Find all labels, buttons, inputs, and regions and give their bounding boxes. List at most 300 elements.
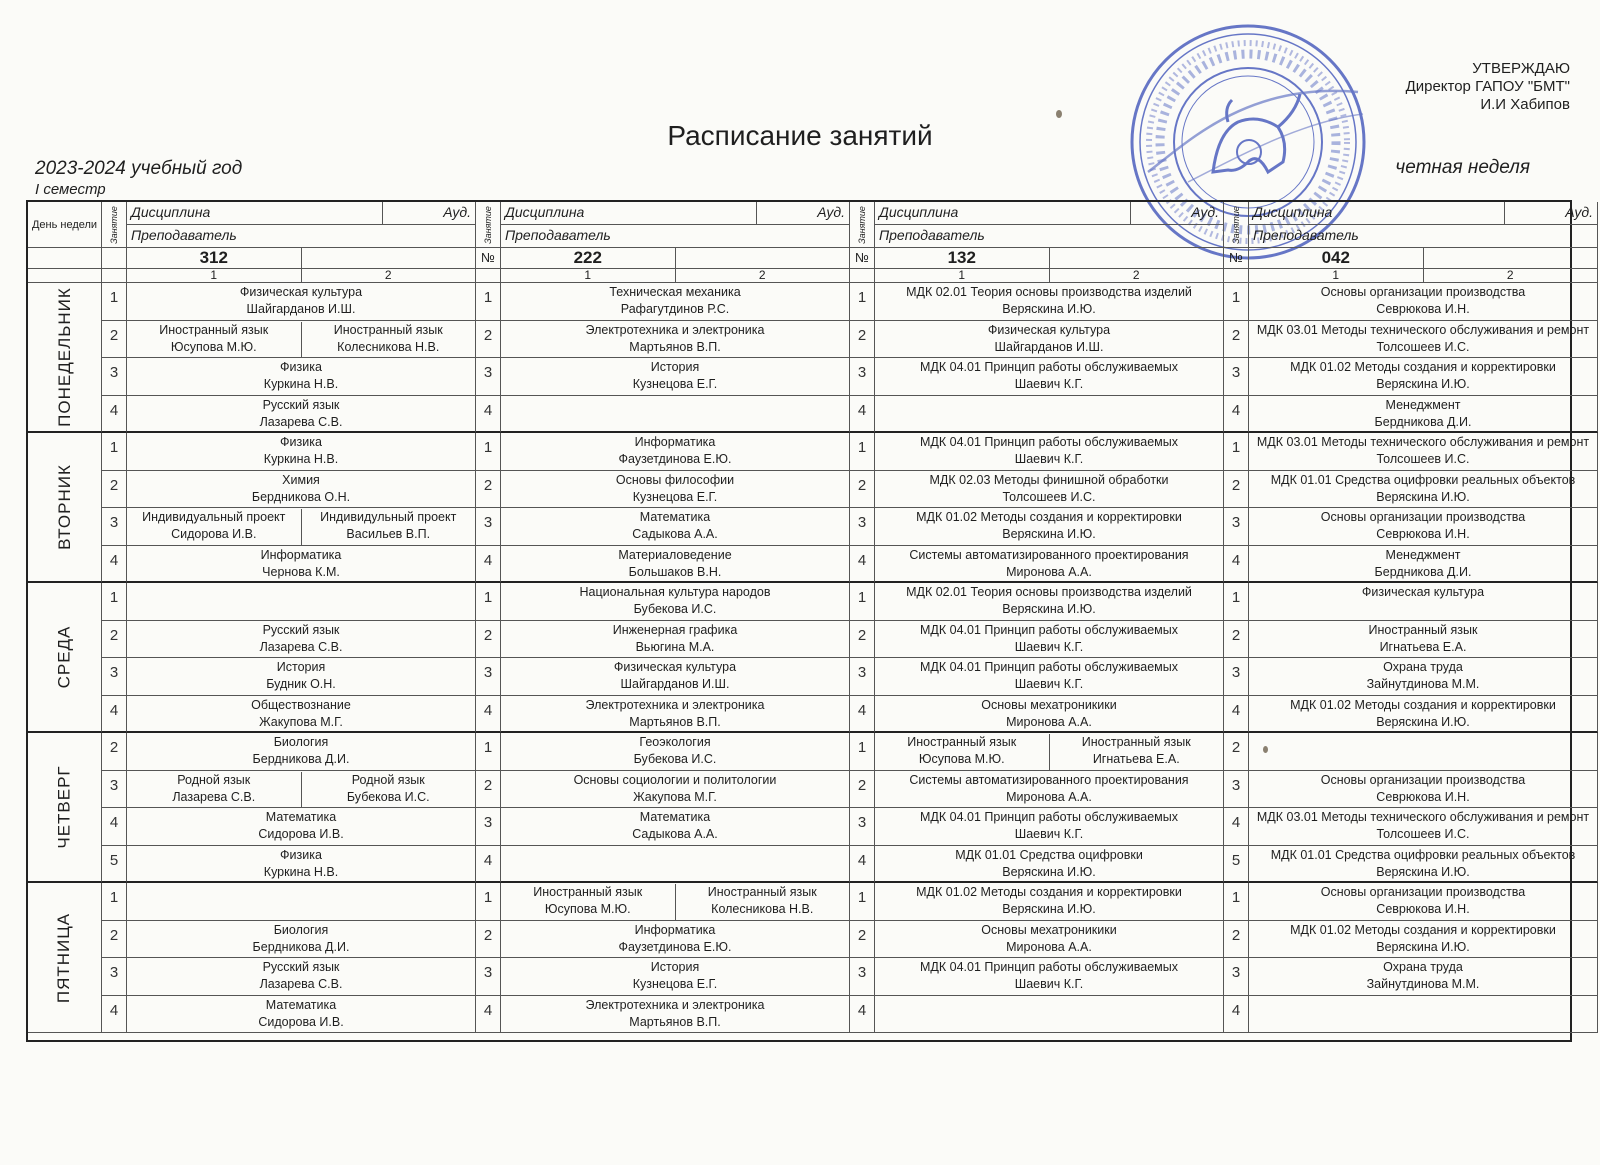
teacher-name: Бердникова О.Н. [251, 489, 351, 504]
subject-name: Индивидульный проект [320, 510, 457, 524]
subgroup-day-blank [28, 269, 102, 283]
subgroup-header [875, 269, 1224, 283]
header-discipline: Дисциплина [875, 202, 1131, 224]
teacher-name: Кузнецова Е.Г. [632, 977, 718, 991]
subgroup-2: 2 [384, 269, 392, 282]
header-day-of-week [28, 202, 102, 248]
subject-name: МДК 01.01 Средства оцифровки реальных объектов [1270, 472, 1576, 487]
lesson-number: 4 [102, 546, 127, 584]
subject-name: Электротехника и электроника [585, 322, 765, 337]
teacher-name: Миронова А.А. [1006, 714, 1092, 729]
lesson-cell [501, 696, 850, 734]
group-room-blank [1050, 248, 1224, 268]
lesson-cell [1249, 846, 1598, 884]
subject-name: МДК 01.02 Методы создания и корректировки [1290, 697, 1556, 712]
teacher-name: Бубекова И.С. [633, 602, 717, 616]
subject-name: Системы автоматизированного проектирования [909, 772, 1189, 787]
lesson-cell [875, 621, 1224, 659]
lesson-cell [127, 921, 476, 959]
subject-name: Физика [280, 847, 322, 862]
subject-name: Менеджмент [1385, 547, 1461, 562]
subgroup-header [1249, 269, 1598, 283]
subgroup-lesson-2 [302, 509, 476, 545]
lesson-cell [875, 433, 1224, 471]
subgroup-num-blank [102, 269, 127, 283]
subject-name: Физическая культура [239, 285, 363, 299]
header-teacher: Преподаватель [1249, 225, 1598, 248]
header-room: Ауд. [817, 204, 845, 220]
lesson-cell [501, 808, 850, 846]
subject-name: Основы мехатроникики [981, 697, 1117, 712]
subgroup-num-blank [850, 269, 875, 283]
lesson-number: 1 [476, 583, 501, 621]
lesson-cell [1249, 996, 1598, 1034]
teacher-name: Кузнецова Е.Г. [632, 489, 718, 504]
header-teacher: Преподаватель [501, 225, 850, 248]
day-name: СРЕДА [54, 625, 74, 689]
subject-name: МДК 02.03 Методы финишной обработки [929, 472, 1169, 487]
subject-name: МДК 01.01 Средства оцифровки [955, 847, 1143, 862]
lesson-number: 4 [850, 996, 875, 1034]
teacher-name: Лазарева С.В. [259, 639, 343, 654]
subject-name: Биология [273, 735, 329, 749]
lesson-cell [875, 546, 1224, 584]
subject-name: Системы автоматизированного проектирования [909, 547, 1189, 562]
subject-name: Обществознание [251, 697, 351, 712]
teacher-name: Веряскина И.Ю. [1002, 902, 1096, 916]
lesson-number: 3 [476, 958, 501, 996]
lesson-cell [501, 471, 850, 509]
subject-name: Биология [273, 922, 329, 937]
lesson-number: 4 [102, 696, 127, 734]
subgroup-lesson-1 [127, 509, 302, 545]
lesson-number: 4 [476, 546, 501, 584]
subgroup-lesson-1 [875, 734, 1050, 770]
teacher-name: Лазарева С.В. [259, 414, 343, 429]
day-label-3 [28, 733, 102, 883]
lesson-number: 2 [102, 733, 127, 771]
lesson-number: 2 [476, 321, 501, 359]
lesson-number: 1 [850, 733, 875, 771]
header-discipline-room [1249, 202, 1598, 225]
header-lesson-label: Занятие [1231, 205, 1241, 244]
lesson-number: 2 [850, 771, 875, 809]
lesson-cell [501, 921, 850, 959]
teacher-name: Фаузетдинова Е.Ю. [618, 939, 732, 954]
lesson-cell [1249, 508, 1598, 546]
subject-name: МДК 02.01 Теория основы производства изделий [906, 585, 1192, 599]
subject-name: Физика [280, 360, 322, 374]
subject-name: МДК 04.01 Принцип работы обслуживаемых [920, 360, 1178, 374]
day-name: ПЯТНИЦА [54, 912, 74, 1003]
teacher-name: Севрюкова И.Н. [1376, 902, 1470, 916]
teacher-name: Чернова К.М. [262, 564, 340, 579]
header-lesson-number [850, 202, 875, 248]
subject-name: Информатика [634, 435, 716, 449]
group-code: 222 [501, 248, 676, 268]
lesson-number: 2 [476, 471, 501, 509]
day-label-0 [28, 283, 102, 433]
lesson-cell [1249, 283, 1598, 321]
lesson-cell [127, 471, 476, 509]
lesson-cell [875, 358, 1224, 396]
header-room: Ауд. [1191, 204, 1219, 220]
teacher-name: Вьюгина М.А. [635, 639, 715, 654]
lesson-number: 2 [850, 921, 875, 959]
teacher-name: Веряскина И.Ю. [1376, 939, 1470, 954]
subject-name: Охрана труда [1383, 960, 1463, 974]
teacher-name: Веряскина И.Ю. [1002, 527, 1096, 541]
lesson-number: 5 [1224, 846, 1249, 884]
lesson-cell [875, 396, 1224, 434]
teacher-name: Севрюкова И.Н. [1376, 789, 1470, 804]
lesson-number: 4 [476, 396, 501, 434]
lesson-number: 2 [1224, 471, 1249, 509]
teacher-name: Колесникова Н.В. [711, 902, 814, 916]
teacher-name: Миронова А.А. [1006, 789, 1092, 804]
lesson-number: 1 [102, 433, 127, 471]
teacher-name: Юсупова М.Ю. [544, 902, 631, 916]
subject-name: Физическая культура [613, 660, 737, 674]
header-lesson-number [1224, 202, 1249, 248]
subject-name: Основы организации производства [1320, 285, 1526, 299]
teacher-name: Веряскина И.Ю. [1376, 377, 1470, 391]
subject-name: Охрана труда [1383, 660, 1463, 674]
group-room-blank [1424, 248, 1598, 268]
lesson-number: 2 [1224, 321, 1249, 359]
teacher-name: Зайнутдинова М.М. [1366, 977, 1480, 991]
subject-name: Химия [282, 472, 320, 487]
teacher-name: Большаков В.Н. [628, 564, 722, 579]
teacher-name: Юсупова М.Ю. [918, 752, 1005, 766]
subject-name: Основы организации производства [1320, 885, 1526, 899]
teacher-name: Рафагутдинов Р.С. [620, 302, 730, 316]
schedule-table [26, 200, 1593, 1042]
header-lesson-label: Занятие [109, 205, 119, 244]
lesson-cell [875, 883, 1224, 921]
lesson-number: 2 [102, 321, 127, 359]
lesson-number: 3 [476, 808, 501, 846]
subject-name: Русский язык [262, 622, 340, 637]
teacher-name: Фаузетдинова Е.Ю. [618, 452, 732, 466]
subgroup-lesson-2 [676, 884, 850, 920]
lesson-number: 3 [1224, 358, 1249, 396]
lesson-cell [501, 396, 850, 434]
lesson-cell [1249, 733, 1598, 771]
lesson-number: 4 [850, 546, 875, 584]
teacher-name: Садыкова А.А. [632, 827, 718, 841]
teacher-name: Куркина Н.В. [263, 452, 339, 466]
group-num-sign: № [476, 248, 501, 269]
subject-name: История [650, 360, 700, 374]
lesson-number: 4 [476, 696, 501, 734]
subject-name: Электротехника и электроника [585, 697, 765, 712]
subgroup-1: 1 [1249, 269, 1424, 282]
lesson-cell [1249, 583, 1598, 621]
subgroup-2: 2 [1506, 269, 1514, 282]
lesson-number: 2 [850, 321, 875, 359]
lesson-number: 3 [102, 358, 127, 396]
lesson-number: 4 [1224, 996, 1249, 1034]
lesson-cell [875, 846, 1224, 884]
lesson-cell [1249, 433, 1598, 471]
teacher-name: Толсошеев И.С. [1002, 489, 1096, 504]
lesson-cell [127, 846, 476, 884]
lesson-cell [875, 921, 1224, 959]
header-discipline: Дисциплина [501, 202, 757, 224]
lesson-number: 4 [102, 996, 127, 1034]
lesson-cell [875, 283, 1224, 321]
teacher-name: Игнатьева Е.А. [1092, 752, 1180, 766]
lesson-cell [501, 958, 850, 996]
subgroup-2: 2 [758, 269, 766, 282]
academic-year: 2023-2024 учебный год [35, 158, 243, 179]
header-discipline: Дисциплина [127, 202, 383, 224]
lesson-cell [127, 583, 476, 621]
subject-name: Основы организации производства [1320, 772, 1526, 787]
lesson-cell [501, 546, 850, 584]
header-teacher: Преподаватель [875, 225, 1224, 248]
approval-line-1: УТВЕРЖДАЮ [1472, 60, 1570, 77]
lesson-number: 3 [476, 358, 501, 396]
teacher-name: Мартьянов В.П. [629, 714, 721, 729]
lesson-cell [875, 996, 1224, 1034]
subgroup-header [501, 269, 850, 283]
lesson-number: 2 [476, 921, 501, 959]
subject-name: Основы организации производства [1320, 510, 1526, 524]
lesson-number: 2 [102, 621, 127, 659]
lesson-number: 1 [476, 733, 501, 771]
group-num-sign: № [850, 248, 875, 269]
approval-line-2: Директор ГАПОУ "БМТ" [1405, 78, 1570, 95]
group-room-blank [302, 248, 476, 268]
teacher-name: Шайгарданов И.Ш. [246, 302, 356, 316]
group-num-sign [102, 248, 127, 269]
lesson-number: 4 [476, 996, 501, 1034]
lesson-cell [1249, 396, 1598, 434]
lesson-number: 3 [850, 358, 875, 396]
teacher-name: Севрюкова И.Н. [1376, 302, 1470, 316]
header-lesson-number [102, 202, 127, 248]
lesson-cell [1249, 658, 1598, 696]
subgroup-1: 1 [127, 269, 302, 282]
day-label-1 [28, 433, 102, 583]
week-type: четная неделя [1395, 157, 1530, 178]
lesson-cell [127, 808, 476, 846]
subject-name: Математика [639, 810, 711, 824]
lesson-cell [501, 583, 850, 621]
subgroup-lesson-1 [501, 884, 676, 920]
teacher-name: Кузнецова Е.Г. [632, 377, 718, 391]
teacher-name: Веряскина И.Ю. [1376, 489, 1470, 504]
lesson-cell [501, 996, 850, 1034]
subject-name: Математика [639, 510, 711, 524]
subject-name: Электротехника и электроника [585, 997, 765, 1012]
subject-name: Физическая культура [1361, 585, 1485, 599]
lesson-number: 1 [1224, 883, 1249, 921]
lesson-cell [1249, 958, 1598, 996]
lesson-cell [875, 658, 1224, 696]
subject-name: История [650, 960, 700, 974]
lesson-number: 2 [1224, 621, 1249, 659]
lesson-cell [501, 771, 850, 809]
page-title: Расписание занятий [667, 120, 933, 151]
day-name: ВТОРНИК [54, 464, 74, 550]
teacher-name: Шаевич К.Г. [1014, 452, 1084, 466]
header-discipline: Дисциплина [1249, 202, 1505, 224]
subject-name: Национальная культура народов [579, 585, 771, 599]
subject-name: МДК 01.02 Методы создания и корректировки [916, 885, 1182, 899]
lesson-number: 1 [850, 283, 875, 321]
group-code: 312 [127, 248, 302, 268]
subgroup-lesson-1 [127, 322, 302, 358]
lesson-number: 2 [1224, 921, 1249, 959]
subgroup-header [127, 269, 476, 283]
lesson-number: 4 [850, 846, 875, 884]
subgroup-lesson-1 [127, 772, 302, 808]
teacher-name: Веряскина И.Ю. [1002, 302, 1096, 316]
day-label-4 [28, 883, 102, 1033]
lesson-number: 1 [1224, 283, 1249, 321]
lesson-number: 4 [1224, 808, 1249, 846]
teacher-name: Шаевич К.Г. [1014, 377, 1084, 391]
group-day-blank [28, 248, 102, 269]
lesson-cell [501, 358, 850, 396]
lesson-number: 5 [102, 846, 127, 884]
lesson-cell [1249, 921, 1598, 959]
lesson-cell [875, 321, 1224, 359]
subject-name: Основы социологии и политологии [573, 772, 777, 787]
teacher-name: Шаевич К.Г. [1014, 639, 1084, 654]
subject-name: МДК 04.01 Принцип работы обслуживаемых [920, 435, 1178, 449]
lesson-number: 3 [850, 508, 875, 546]
teacher-name: Сидорова И.В. [258, 1014, 344, 1029]
subject-name: Иностранный язык [159, 322, 269, 337]
lesson-number: 4 [1224, 546, 1249, 584]
teacher-name: Шаевич К.Г. [1014, 827, 1084, 841]
lesson-cell [127, 958, 476, 996]
teacher-name: Толсошеев И.С. [1376, 452, 1470, 466]
approval-line-3: И.И Хабипов [1480, 96, 1570, 113]
lesson-cell [875, 771, 1224, 809]
lesson-number: 3 [850, 958, 875, 996]
lesson-number: 1 [102, 583, 127, 621]
lesson-number: 1 [850, 583, 875, 621]
group-code-042 [1249, 248, 1598, 269]
group-code-312 [127, 248, 476, 269]
teacher-name: Толсошеев И.С. [1376, 339, 1470, 354]
subgroup-num-blank [476, 269, 501, 283]
subject-name: Информатика [260, 547, 342, 562]
lesson-cell [1249, 471, 1598, 509]
subject-name: Математика [265, 997, 337, 1012]
subject-name: МДК 04.01 Принцип работы обслуживаемых [920, 960, 1178, 974]
teacher-name: Жакупова М.Г. [633, 789, 717, 804]
teacher-name: Юсупова М.Ю. [170, 339, 257, 354]
teacher-name: Мартьянов В.П. [629, 339, 721, 354]
subject-name: Физика [280, 435, 322, 449]
teacher-name: Лазарева С.В. [259, 977, 343, 991]
subject-name: МДК 01.02 Методы создания и корректировки [1290, 360, 1556, 374]
lesson-number: 2 [850, 621, 875, 659]
approval-block [1406, 60, 1570, 114]
subject-name: Геоэкология [639, 735, 711, 749]
subgroup-1: 1 [875, 269, 1050, 282]
teacher-name: Куркина Н.В. [263, 377, 339, 391]
teacher-name: Бубекова И.С. [633, 752, 717, 766]
teacher-name: Бердникова Д.И. [252, 939, 350, 954]
lesson-cell [875, 696, 1224, 734]
subject-name: МДК 04.01 Принцип работы обслуживаемых [920, 660, 1178, 674]
header-discipline-room [501, 202, 850, 225]
lesson-number: 1 [476, 433, 501, 471]
day-name: ЧЕТВЕРГ [54, 765, 74, 849]
group-code-132 [875, 248, 1224, 269]
subject-name: Иностранный язык [707, 885, 817, 899]
lesson-cell [501, 621, 850, 659]
lesson-number: 3 [102, 771, 127, 809]
lesson-cell [875, 808, 1224, 846]
subject-name: История [276, 660, 326, 674]
subgroup-lesson-2 [1050, 734, 1224, 770]
lesson-number: 1 [850, 433, 875, 471]
semester: I семестр [35, 181, 106, 198]
lesson-cell [501, 433, 850, 471]
lesson-number: 3 [476, 658, 501, 696]
lesson-cell [501, 508, 850, 546]
subject-name: МДК 02.01 Теория основы производства изделий [906, 285, 1192, 299]
lesson-number: 2 [102, 471, 127, 509]
subject-name: МДК 04.01 Принцип работы обслуживаемых [920, 810, 1178, 824]
subject-name: Родной язык [351, 772, 425, 787]
subject-name: МДК 03.01 Методы технического обслуживания и ремонт [1256, 322, 1590, 337]
lesson-number: 4 [102, 808, 127, 846]
lesson-number: 4 [476, 846, 501, 884]
lesson-cell-split [501, 883, 850, 921]
subject-name: Математика [265, 810, 337, 824]
lesson-cell [1249, 321, 1598, 359]
lesson-number: 4 [102, 396, 127, 434]
lesson-cell [1249, 771, 1598, 809]
lesson-cell [127, 283, 476, 321]
lesson-number: 2 [476, 621, 501, 659]
lesson-number: 3 [850, 658, 875, 696]
teacher-name: Садыкова А.А. [632, 527, 718, 541]
lesson-cell-split [127, 321, 476, 359]
teacher-name: Бердникова Д.И. [1374, 414, 1472, 429]
teacher-name: Игнатьева Е.А. [1379, 639, 1467, 654]
lesson-number: 4 [1224, 396, 1249, 434]
lesson-cell [127, 658, 476, 696]
lesson-number: 2 [1224, 733, 1249, 771]
teacher-name: Миронова А.А. [1006, 939, 1092, 954]
lesson-cell [501, 283, 850, 321]
teacher-name: Веряскина И.Ю. [1376, 714, 1470, 729]
lesson-number: 3 [1224, 508, 1249, 546]
teacher-name: Лазарева С.В. [172, 789, 256, 804]
header-lesson-label: Занятие [857, 205, 867, 244]
teacher-name: Шайгарданов И.Ш. [620, 677, 730, 691]
group-room-blank [676, 248, 850, 268]
lesson-cell [1249, 621, 1598, 659]
teacher-name: Шаевич К.Г. [1014, 977, 1084, 991]
lesson-cell [1249, 883, 1598, 921]
lesson-cell [501, 733, 850, 771]
header-teacher: Преподаватель [127, 225, 476, 248]
teacher-name: Веряскина И.Ю. [1002, 864, 1096, 879]
teacher-name: Веряскина И.Ю. [1376, 864, 1470, 879]
lesson-number: 2 [102, 921, 127, 959]
